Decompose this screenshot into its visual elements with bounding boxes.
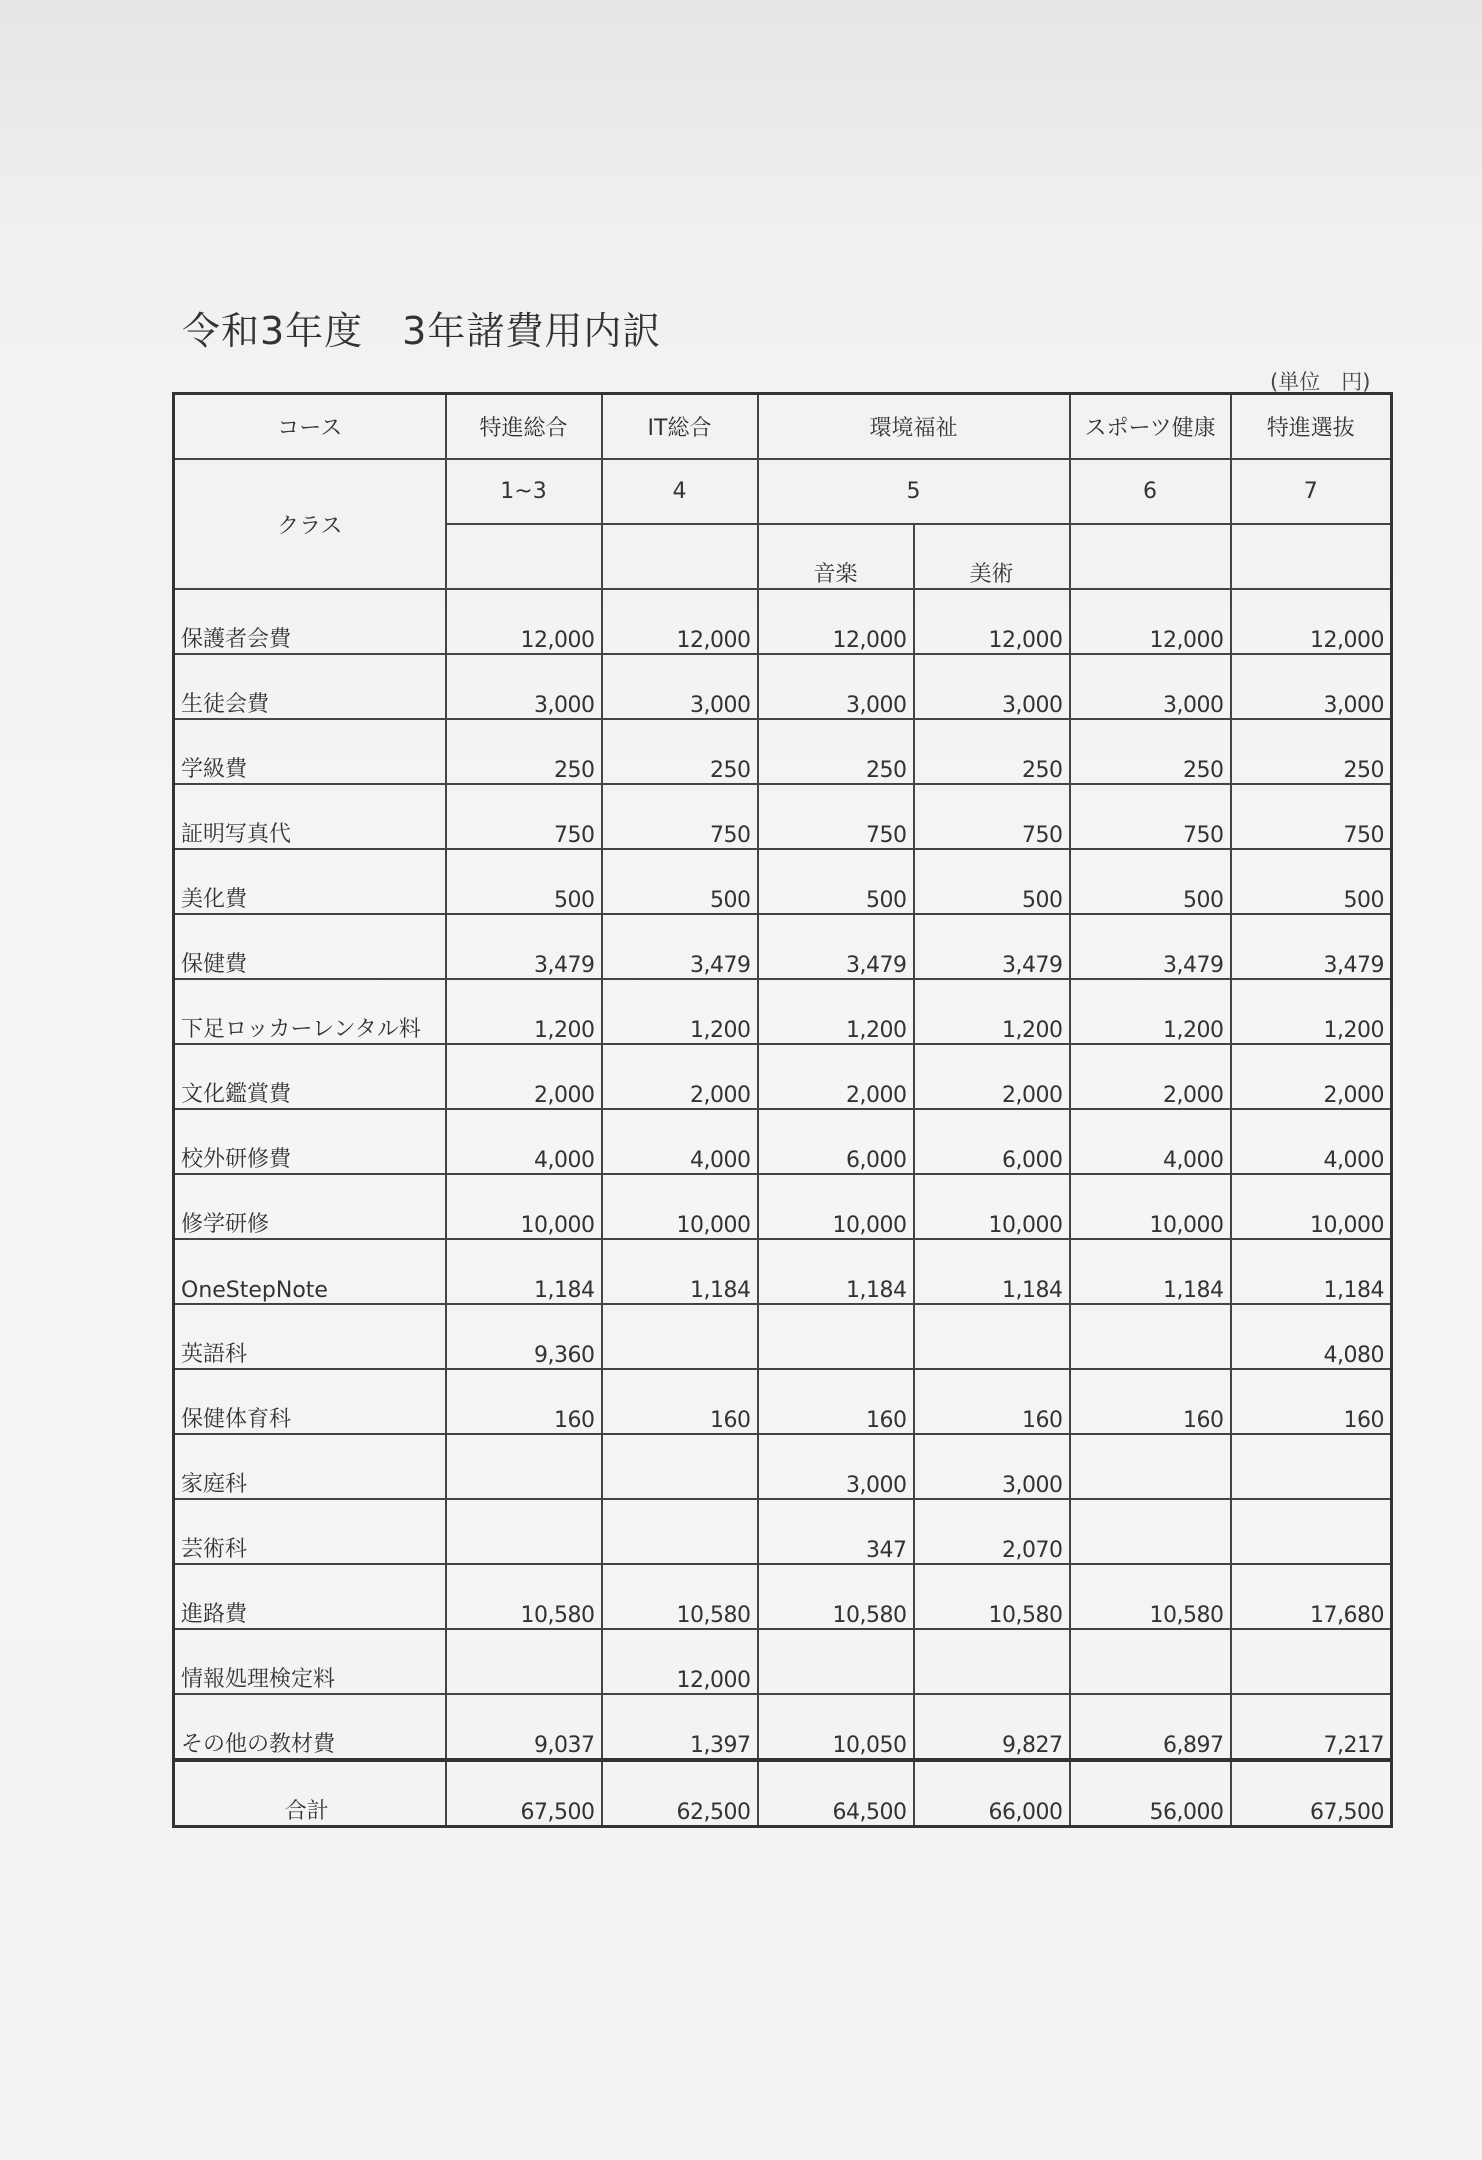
amount-cell — [1231, 1499, 1392, 1564]
empty-cell — [446, 524, 602, 589]
amount-cell: 12,000 — [446, 589, 602, 654]
amount-cell: 10,000 — [914, 1174, 1070, 1239]
amount-cell: 9,360 — [446, 1304, 602, 1369]
amount-cell: 6,000 — [758, 1109, 914, 1174]
amount-cell: 10,580 — [1070, 1564, 1231, 1629]
amount-cell: 3,000 — [914, 654, 1070, 719]
amount-cell: 9,037 — [446, 1694, 602, 1760]
amount-cell — [602, 1499, 758, 1564]
class-number: 7 — [1231, 459, 1392, 524]
amount-cell — [1231, 1434, 1392, 1499]
class-number: 5 — [758, 459, 1070, 524]
amount-cell: 12,000 — [1231, 589, 1392, 654]
amount-cell: 3,000 — [1070, 654, 1231, 719]
table-row — [174, 1694, 1392, 1760]
subclass-header: 美術 — [914, 524, 1070, 589]
amount-cell: 2,000 — [758, 1044, 914, 1109]
row-label: 合計 — [174, 1760, 446, 1827]
amount-cell: 250 — [1231, 719, 1392, 784]
row-label: 修学研修 — [174, 1174, 446, 1239]
table-row — [174, 1629, 1392, 1694]
row-label: 学級費 — [174, 719, 446, 784]
amount-cell: 10,000 — [602, 1174, 758, 1239]
class-number: 4 — [602, 459, 758, 524]
amount-cell: 10,000 — [1070, 1174, 1231, 1239]
amount-cell: 2,000 — [914, 1044, 1070, 1109]
amount-cell: 250 — [446, 719, 602, 784]
amount-cell: 66,000 — [914, 1760, 1070, 1827]
table-row — [174, 784, 1392, 849]
amount-cell: 1,184 — [446, 1239, 602, 1304]
amount-cell: 1,200 — [1070, 979, 1231, 1044]
amount-cell: 17,680 — [1231, 1564, 1392, 1629]
class-number: 1~3 — [446, 459, 602, 524]
row-label: 下足ロッカーレンタル料 — [174, 979, 446, 1044]
course-header: 特進総合 — [446, 394, 602, 460]
table-row — [174, 1564, 1392, 1629]
amount-cell: 4,000 — [602, 1109, 758, 1174]
class-number: 6 — [1070, 459, 1231, 524]
amount-cell: 1,200 — [1231, 979, 1392, 1044]
amount-cell: 10,000 — [758, 1174, 914, 1239]
amount-cell: 750 — [1231, 784, 1392, 849]
amount-cell: 4,080 — [1231, 1304, 1392, 1369]
table-row — [174, 1174, 1392, 1239]
amount-cell: 7,217 — [1231, 1694, 1392, 1760]
empty-cell — [602, 524, 758, 589]
total-row — [174, 1760, 1392, 1827]
row-label: 情報処理検定料 — [174, 1629, 446, 1694]
table-row — [174, 1239, 1392, 1304]
amount-cell: 160 — [602, 1369, 758, 1434]
row-label: OneStepNote — [174, 1239, 446, 1304]
course-header-row — [174, 394, 1392, 460]
amount-cell: 9,827 — [914, 1694, 1070, 1760]
amount-cell: 3,479 — [1070, 914, 1231, 979]
table-row — [174, 1044, 1392, 1109]
amount-cell — [1070, 1304, 1231, 1369]
amount-cell: 500 — [446, 849, 602, 914]
amount-cell — [602, 1434, 758, 1499]
amount-cell — [758, 1629, 914, 1694]
amount-cell: 3,479 — [758, 914, 914, 979]
row-label: 美化費 — [174, 849, 446, 914]
table-row — [174, 849, 1392, 914]
amount-cell: 500 — [914, 849, 1070, 914]
amount-cell: 2,000 — [446, 1044, 602, 1109]
amount-cell: 56,000 — [1070, 1760, 1231, 1827]
amount-cell: 750 — [914, 784, 1070, 849]
amount-cell: 750 — [758, 784, 914, 849]
amount-cell: 3,479 — [1231, 914, 1392, 979]
amount-cell — [602, 1304, 758, 1369]
empty-cell — [1070, 524, 1231, 589]
amount-cell: 160 — [758, 1369, 914, 1434]
course-header: スポーツ健康 — [1070, 394, 1231, 460]
amount-cell: 500 — [1070, 849, 1231, 914]
amount-cell: 160 — [1070, 1369, 1231, 1434]
table-row — [174, 1369, 1392, 1434]
amount-cell — [446, 1499, 602, 1564]
amount-cell: 12,000 — [914, 589, 1070, 654]
amount-cell: 6,000 — [914, 1109, 1070, 1174]
amount-cell: 1,184 — [1231, 1239, 1392, 1304]
table-row — [174, 979, 1392, 1044]
row-label: 生徒会費 — [174, 654, 446, 719]
amount-cell — [758, 1304, 914, 1369]
amount-cell: 1,200 — [914, 979, 1070, 1044]
amount-cell: 3,000 — [1231, 654, 1392, 719]
amount-cell: 3,479 — [914, 914, 1070, 979]
table-row — [174, 719, 1392, 784]
amount-cell: 4,000 — [446, 1109, 602, 1174]
amount-cell — [1070, 1499, 1231, 1564]
amount-cell: 3,479 — [602, 914, 758, 979]
amount-cell: 12,000 — [1070, 589, 1231, 654]
empty-cell — [1231, 524, 1392, 589]
amount-cell: 12,000 — [758, 589, 914, 654]
row-label: 文化鑑賞費 — [174, 1044, 446, 1109]
amount-cell: 1,184 — [1070, 1239, 1231, 1304]
row-label: 保健費 — [174, 914, 446, 979]
amount-cell: 500 — [1231, 849, 1392, 914]
table-row — [174, 1304, 1392, 1369]
page-title: 令和3年度 3年諸費用内訳 — [182, 309, 662, 353]
row-label: 家庭科 — [174, 1434, 446, 1499]
amount-cell: 1,200 — [602, 979, 758, 1044]
amount-cell: 3,000 — [914, 1434, 1070, 1499]
table-row — [174, 1109, 1392, 1174]
amount-cell — [914, 1304, 1070, 1369]
amount-cell: 1,184 — [758, 1239, 914, 1304]
unit-note: (単位 円) — [1270, 370, 1371, 394]
table-row — [174, 654, 1392, 719]
amount-cell: 3,000 — [602, 654, 758, 719]
amount-cell: 1,184 — [914, 1239, 1070, 1304]
row-label: 校外研修費 — [174, 1109, 446, 1174]
amount-cell: 1,200 — [446, 979, 602, 1044]
amount-cell: 500 — [602, 849, 758, 914]
amount-cell: 10,580 — [914, 1564, 1070, 1629]
amount-cell: 3,000 — [758, 654, 914, 719]
table-row — [174, 914, 1392, 979]
amount-cell — [1070, 1434, 1231, 1499]
amount-cell — [446, 1434, 602, 1499]
amount-cell: 347 — [758, 1499, 914, 1564]
amount-cell: 2,000 — [1070, 1044, 1231, 1109]
amount-cell: 750 — [446, 784, 602, 849]
amount-cell: 4,000 — [1231, 1109, 1392, 1174]
amount-cell — [1070, 1629, 1231, 1694]
course-label: コース — [174, 394, 446, 460]
row-label: 芸術科 — [174, 1499, 446, 1564]
course-header: 特進選抜 — [1231, 394, 1392, 460]
amount-cell: 1,184 — [602, 1239, 758, 1304]
fee-breakdown-table — [172, 392, 1393, 1828]
amount-cell: 160 — [1231, 1369, 1392, 1434]
course-header: 環境福祉 — [758, 394, 1070, 460]
amount-cell: 250 — [602, 719, 758, 784]
table-row — [174, 1499, 1392, 1564]
amount-cell: 500 — [758, 849, 914, 914]
row-label: 証明写真代 — [174, 784, 446, 849]
amount-cell: 10,580 — [446, 1564, 602, 1629]
amount-cell — [446, 1629, 602, 1694]
amount-cell: 10,580 — [602, 1564, 758, 1629]
amount-cell: 160 — [446, 1369, 602, 1434]
row-label: 進路費 — [174, 1564, 446, 1629]
amount-cell: 2,070 — [914, 1499, 1070, 1564]
amount-cell: 12,000 — [602, 1629, 758, 1694]
amount-cell: 160 — [914, 1369, 1070, 1434]
amount-cell: 3,479 — [446, 914, 602, 979]
table-row — [174, 589, 1392, 654]
amount-cell: 3,000 — [758, 1434, 914, 1499]
amount-cell: 1,200 — [758, 979, 914, 1044]
row-label: 保健体育科 — [174, 1369, 446, 1434]
row-label: 英語科 — [174, 1304, 446, 1369]
class-number-row — [174, 459, 1392, 524]
amount-cell: 250 — [914, 719, 1070, 784]
amount-cell — [1231, 1629, 1392, 1694]
row-label: その他の教材費 — [174, 1694, 446, 1760]
amount-cell: 10,050 — [758, 1694, 914, 1760]
table-row — [174, 1434, 1392, 1499]
course-header: IT総合 — [602, 394, 758, 460]
amount-cell: 1,397 — [602, 1694, 758, 1760]
amount-cell: 2,000 — [1231, 1044, 1392, 1109]
amount-cell: 4,000 — [1070, 1109, 1231, 1174]
amount-cell: 62,500 — [602, 1760, 758, 1827]
class-label: クラス — [174, 459, 446, 589]
subclass-header: 音楽 — [758, 524, 914, 589]
amount-cell: 10,000 — [1231, 1174, 1392, 1239]
amount-cell: 750 — [602, 784, 758, 849]
amount-cell: 2,000 — [602, 1044, 758, 1109]
amount-cell: 67,500 — [1231, 1760, 1392, 1827]
amount-cell: 10,000 — [446, 1174, 602, 1239]
amount-cell: 67,500 — [446, 1760, 602, 1827]
amount-cell: 250 — [758, 719, 914, 784]
amount-cell: 250 — [1070, 719, 1231, 784]
amount-cell: 10,580 — [758, 1564, 914, 1629]
amount-cell: 12,000 — [602, 589, 758, 654]
amount-cell — [914, 1629, 1070, 1694]
row-label: 保護者会費 — [174, 589, 446, 654]
amount-cell: 64,500 — [758, 1760, 914, 1827]
amount-cell: 750 — [1070, 784, 1231, 849]
amount-cell: 3,000 — [446, 654, 602, 719]
amount-cell: 6,897 — [1070, 1694, 1231, 1760]
